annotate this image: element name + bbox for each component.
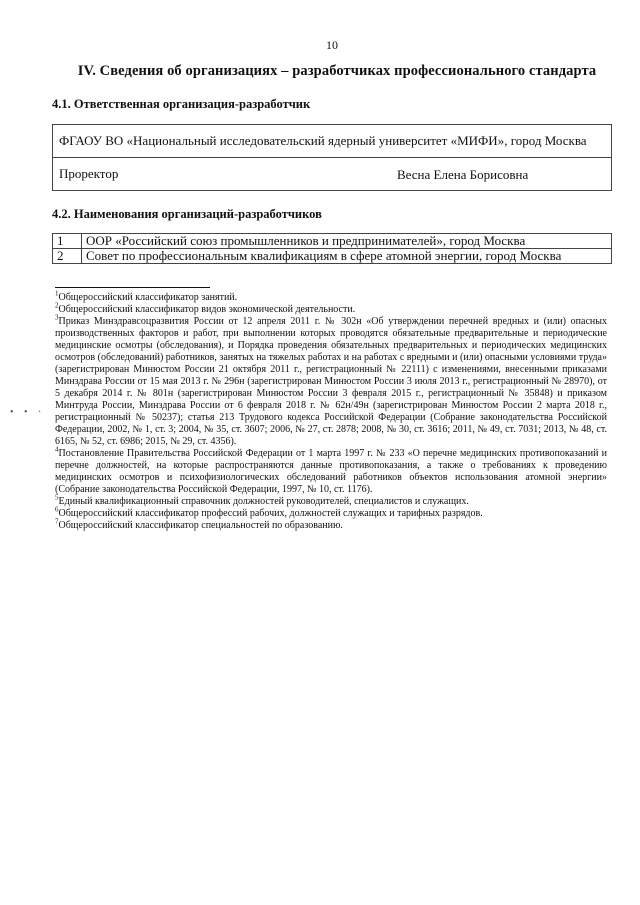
developer-orgs-heading: 4.2. Наименования организаций-разработчиков — [52, 207, 322, 221]
responsible-org-table — [52, 124, 612, 191]
page-number: 10 — [326, 38, 338, 52]
footnote-text: Общероссийский классификатор специальностей по образованию. — [58, 520, 343, 531]
footnote — [55, 505, 607, 520]
footnote-mark: 6 — [55, 505, 59, 514]
footnote-mark: 5 — [55, 493, 59, 502]
footnote-text: Единый квалификационный справочник должностей руководителей, специалистов и служащих. — [58, 496, 469, 507]
footnote — [55, 445, 607, 496]
responsible-person-name: Весна Елена Борисовна — [397, 167, 529, 182]
footnote-text: Постановление Правительства Российской Федерации от 1 марта 1997 г. № 233 «О перечне медицинских противопоказаний и перечне должностей, на которые распространяются данные противопоказания, а также о требованиях к проведению медицинских осмотров и психофизиологических обследований работников объектов использования атомной энергии» (Собрание законодательства Российской Федерации, 1997, № 10, ст. 1176). — [55, 448, 607, 495]
footnote — [55, 301, 607, 316]
section-title: IV. Сведения об организациях – разработчиках профессионального стандарта — [77, 63, 597, 79]
table-row — [53, 234, 612, 249]
responsible-person-row — [53, 158, 612, 191]
footnote-text: Общероссийский классификатор видов экономической деятельности. — [58, 304, 356, 315]
responsible-position: Проректор — [59, 166, 119, 181]
footnote-text: Приказ Минздравсоцразвития России от 12 апреля 2011 г. № 302н «Об утверждении перечней вредных и (или) опасных производственных факторов и работ, при выполнении которых проводятся обязательные предварительные и периодические медицинские осмотры (обследования), и Порядка проведения обязательных предварительных и периодических медицинских осмотров (обследований) работников, занятых на тяжелых работах и на работах с вредными и (или) опасными условиями труда» (зарегистрирован Минюстом России 21 октября 2011 г., регистрационный № 22111) с изменениями, внесенными приказами Минздрава России от 15 мая 2013 г. № 296н (зарегистрирован Минюстом России 3 июля 2013 г., регистрационный № 28970), от 5 декабря 2014 г. № 801н (зарегистрирован Минюстом России 3 февраля 2015 г., регистрационный № 35848) и приказом Минтруда России, Минздрава России от 6 февраля 2018 г. № 62н/49н (зарегистрирован Минюстом России 2 марта 2018 г., регистрационный № 50237); статья 213 Трудового кодекса Российской Федерации (Собрание законодательства Российской Федерации, 2002, № 1, ст. 3; 2004, № 35, ст. 3607; 2006, № 27, ст. 2878; 2008, № 30, ст. 3616; 2011, № 49, ст. 7031; 2013, № 48, ст. 6165, № 52, ст. 6986; 2015, № 29, ст. 4356). — [55, 316, 607, 447]
footnote-mark: 2 — [55, 301, 59, 310]
table-row — [53, 249, 612, 264]
footnote-mark: 4 — [55, 445, 59, 454]
responsible-org-name: ФГАОУ ВО «Национальный исследовательский ядерный университет «МИФИ», город Москва — [53, 125, 612, 158]
footnote-mark: 7 — [55, 517, 59, 526]
footnote-mark: 1 — [55, 289, 59, 298]
footnote-text: Общероссийский классификатор занятий. — [58, 292, 238, 303]
footnote-mark: 3 — [55, 313, 59, 322]
org-name: ООР «Российский союз промышленников и предпринимателей», город Москва — [82, 234, 612, 249]
footnote-divider — [55, 287, 210, 288]
margin-marks: • • · — [10, 407, 46, 418]
footnote — [55, 493, 607, 508]
org-name: Совет по профессиональным квалификациям в сфере атомной энергии, город Москва — [82, 249, 612, 264]
footnotes — [55, 289, 607, 532]
footnote-text: Общероссийский классификатор профессий рабочих, должностей служащих и тарифных разрядов. — [58, 508, 483, 519]
row-number: 1 — [53, 234, 82, 249]
responsible-org-heading: 4.1. Ответственная организация-разработчик — [52, 97, 311, 111]
footnote — [55, 289, 607, 304]
footnote — [55, 313, 607, 448]
developer-orgs-table — [52, 233, 612, 264]
footnote — [55, 517, 607, 532]
row-number: 2 — [53, 249, 82, 264]
